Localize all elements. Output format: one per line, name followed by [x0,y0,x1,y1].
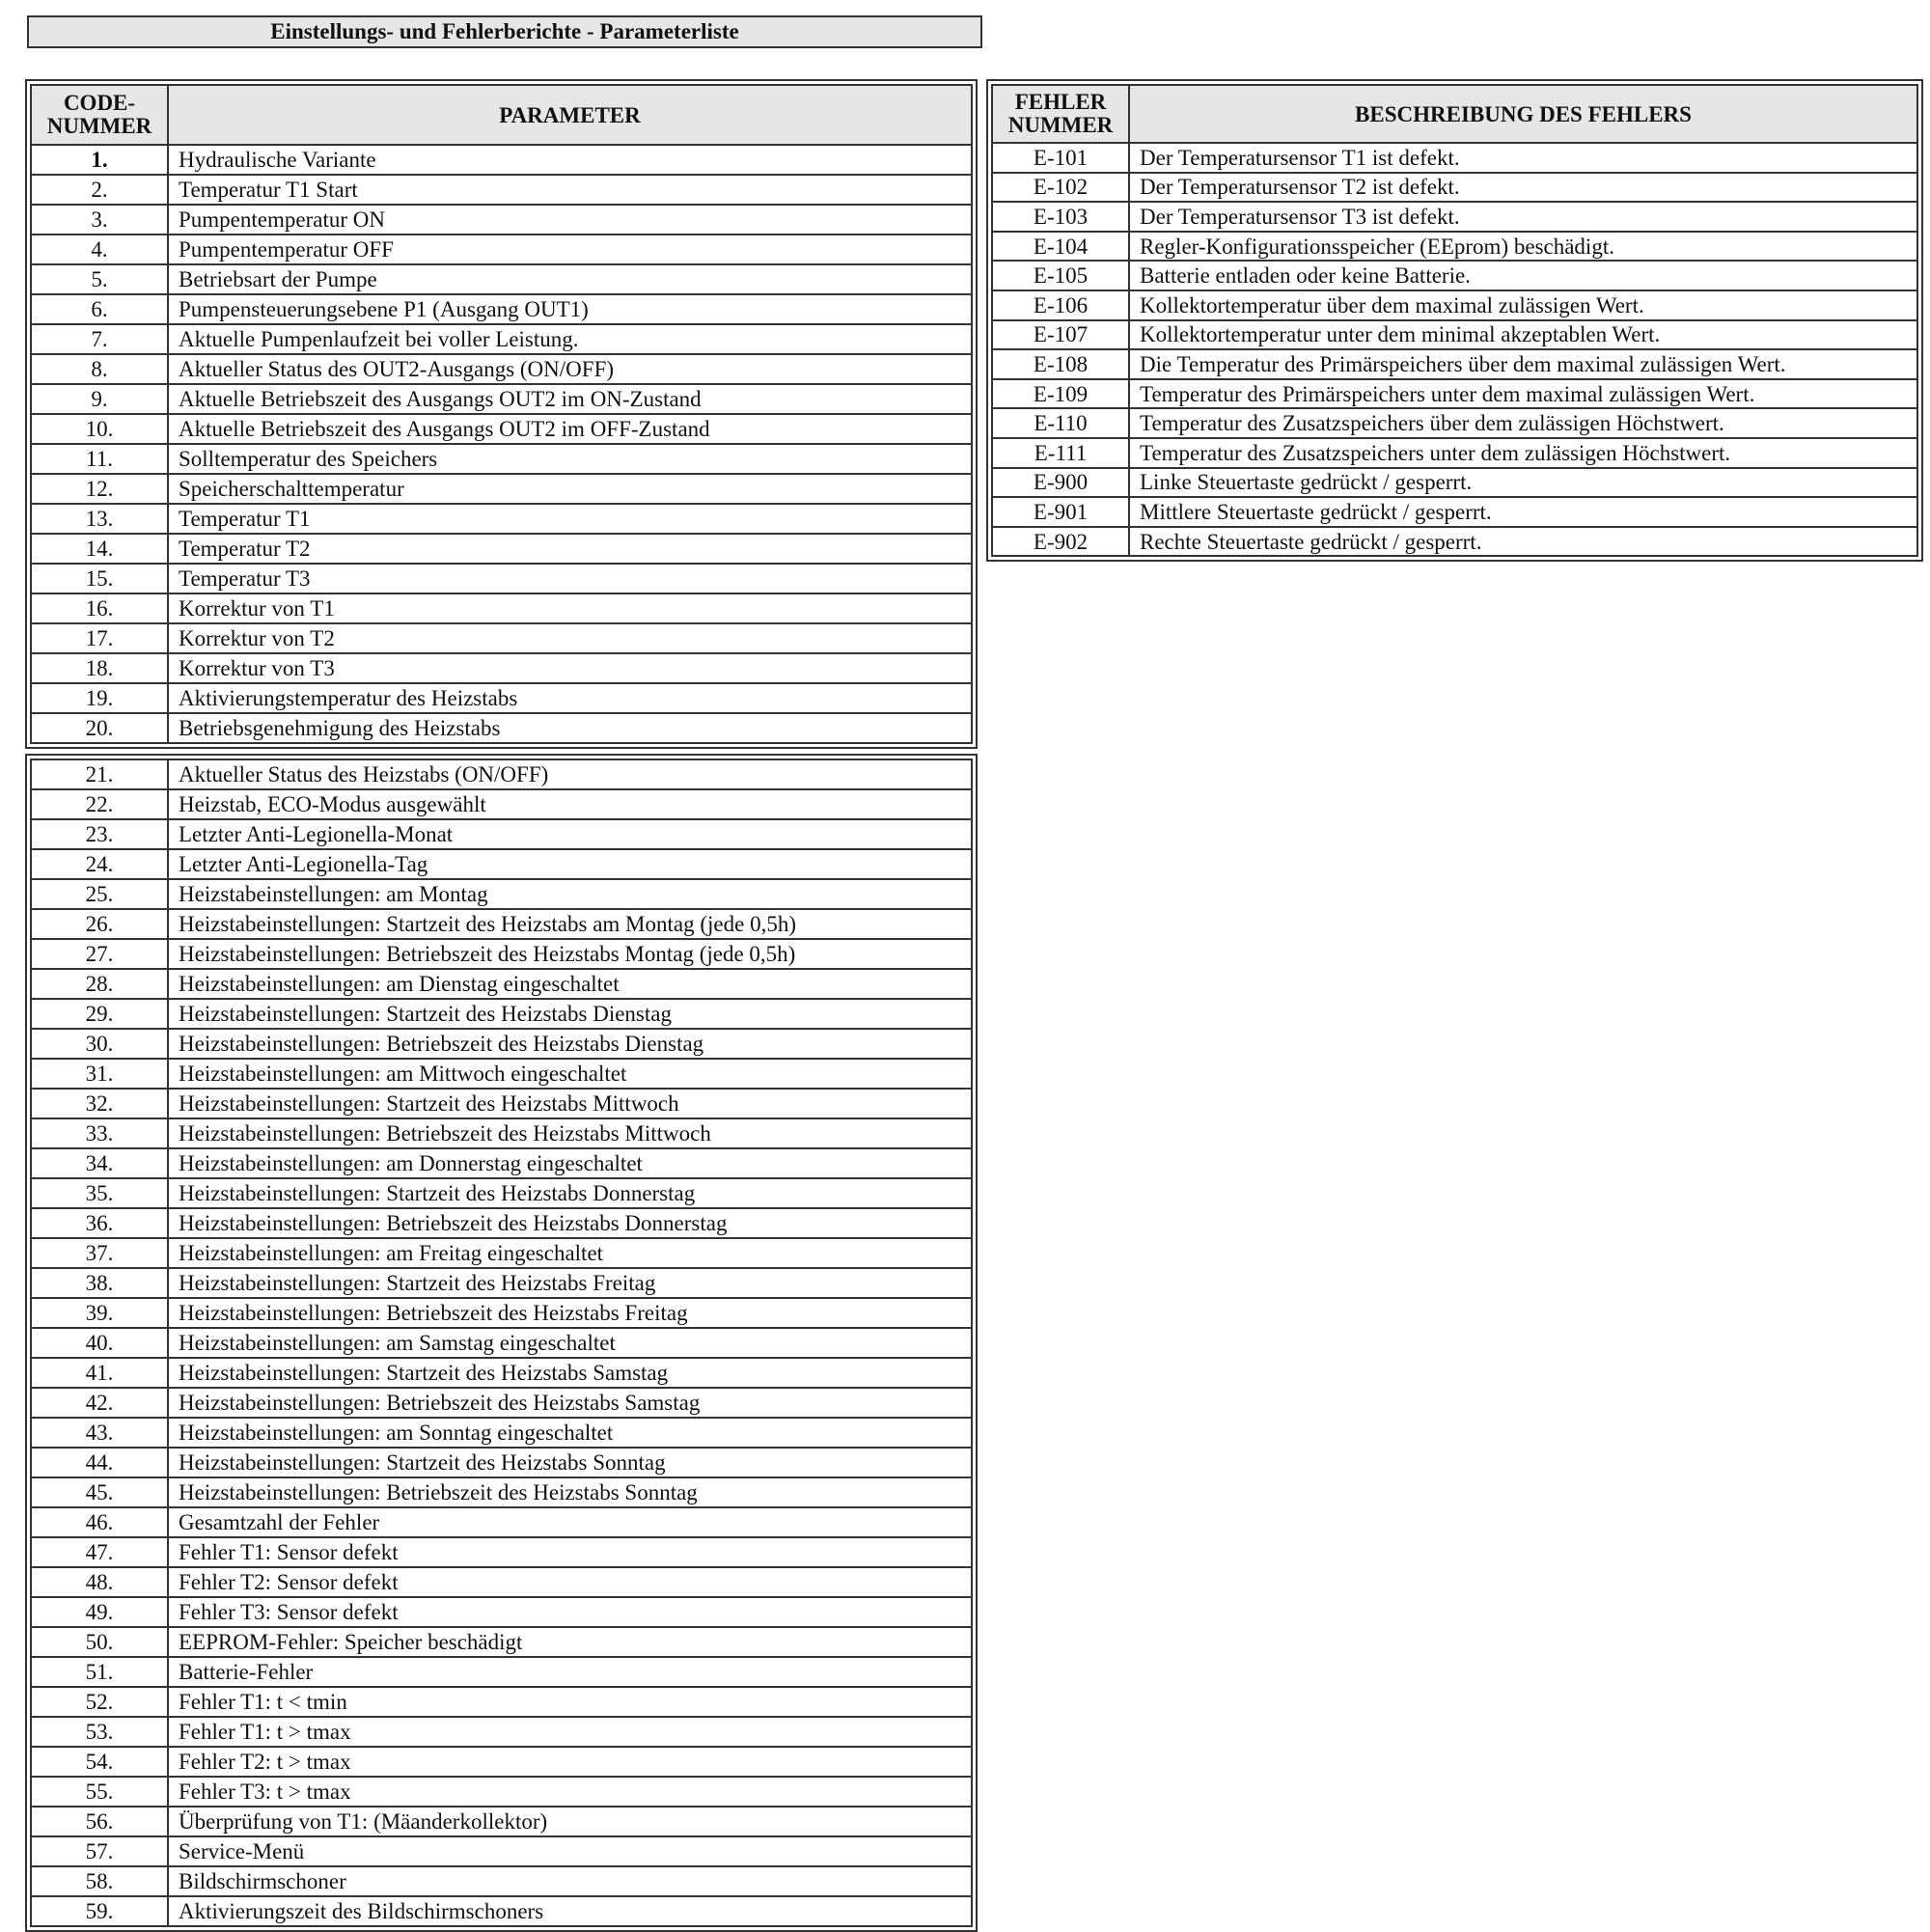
code-cell: 52. [31,1687,168,1717]
description-cell: Korrektur von T2 [168,623,972,653]
description-cell: Fehler T3: Sensor defekt [168,1597,972,1627]
code-cell: 14. [31,534,168,564]
table-row [31,879,972,909]
description-cell: Heizstabeinstellungen: am Donnerstag eingeschaltet [168,1148,972,1178]
code-cell: 35. [31,1178,168,1208]
table-row [992,527,1917,557]
description-cell: Aktueller Status des Heizstabs (ON/OFF) [168,759,972,789]
code-cell: 48. [31,1567,168,1597]
description-cell: Temperatur T1 [168,504,972,534]
code-cell: 30. [31,1029,168,1059]
description-cell: Kollektortemperatur unter dem minimal akzeptablen Wert. [1129,320,1917,350]
code-cell: 24. [31,849,168,879]
description-cell: Heizstabeinstellungen: am Freitag eingeschaltet [168,1238,972,1268]
table-row [31,849,972,879]
table-row [31,1418,972,1448]
table-row [31,623,972,653]
code-cell: E-105 [992,261,1129,290]
table-row [31,1537,972,1567]
code-cell: E-108 [992,349,1129,379]
table-row [31,1448,972,1477]
code-cell: 4. [31,235,168,264]
code-cell: E-901 [992,497,1129,527]
code-cell: 58. [31,1866,168,1896]
table-row [31,1358,972,1388]
table-row [31,1208,972,1238]
code-cell: 51. [31,1657,168,1687]
table-row [31,205,972,235]
code-cell: E-109 [992,379,1129,409]
description-cell: Aktuelle Betriebszeit des Ausgangs OUT2 im ON-Zustand [168,384,972,414]
parameter-table-part-2 [25,754,978,1932]
description-cell: Heizstabeinstellungen: Betriebszeit des Heizstabs Freitag [168,1298,972,1328]
table-row [31,534,972,564]
table-row [992,261,1917,290]
code-cell: 47. [31,1537,168,1567]
description-cell: Heizstabeinstellungen: Startzeit des Heizstabs Samstag [168,1358,972,1388]
code-cell: 34. [31,1148,168,1178]
table-row [31,1777,972,1807]
description-cell: Heizstabeinstellungen: am Montag [168,879,972,909]
table-row [992,143,1917,173]
code-cell: 28. [31,969,168,999]
description-cell: Heizstabeinstellungen: Betriebszeit des Heizstabs Donnerstag [168,1208,972,1238]
description-cell: Korrektur von T3 [168,653,972,683]
table-row [31,264,972,294]
code-cell: 40. [31,1328,168,1358]
description-cell: Gesamtzahl der Fehler [168,1507,972,1537]
description-cell: Temperatur T1 Start [168,175,972,205]
table-row [992,497,1917,527]
table-row [31,789,972,819]
description-cell: Heizstabeinstellungen: Startzeit des Heizstabs Sonntag [168,1448,972,1477]
parameter-table-part-1 [25,79,978,749]
code-cell: 27. [31,939,168,969]
code-cell: 9. [31,384,168,414]
code-cell: 38. [31,1268,168,1298]
code-cell: E-111 [992,438,1129,468]
description-cell: Heizstabeinstellungen: Startzeit des Heizstabs Freitag [168,1268,972,1298]
description-cell: Betriebsgenehmigung des Heizstabs [168,713,972,743]
description-cell: Der Temperatursensor T1 ist defekt. [1129,143,1917,173]
table-row [31,235,972,264]
table-row [31,564,972,593]
table-row [31,354,972,384]
code-cell: 5. [31,264,168,294]
code-cell: 33. [31,1118,168,1148]
description-cell: Mittlere Steuertaste gedrückt / gesperrt. [1129,497,1917,527]
description-cell: Speicherschalttemperatur [168,474,972,504]
error-header-line2: NUMMER [1007,113,1114,137]
description-cell: Heizstabeinstellungen: Startzeit des Heizstabs Dienstag [168,999,972,1029]
code-cell: 41. [31,1358,168,1388]
table-row [992,173,1917,203]
code-cell: 36. [31,1208,168,1238]
error-description-header: BESCHREIBUNG DES FEHLERS [1129,85,1917,143]
table-row [992,468,1917,498]
code-cell: 21. [31,759,168,789]
code-header-line2: NUMMER [46,114,152,138]
code-cell: 16. [31,593,168,623]
table-row [31,294,972,324]
code-cell: 2. [31,175,168,205]
description-cell: Der Temperatursensor T3 ist defekt. [1129,202,1917,232]
description-cell: Heizstabeinstellungen: Betriebszeit des Heizstabs Dienstag [168,1029,972,1059]
table-row [31,713,972,743]
table-row [31,1896,972,1926]
parameter-rows-continued [31,759,972,1926]
code-cell: 37. [31,1238,168,1268]
description-cell: Heizstabeinstellungen: Startzeit des Heizstabs Mittwoch [168,1089,972,1118]
code-cell: 23. [31,819,168,849]
description-cell: Heizstabeinstellungen: Betriebszeit des Heizstabs Mittwoch [168,1118,972,1148]
code-cell: 26. [31,909,168,939]
code-cell: 22. [31,789,168,819]
code-cell: E-101 [992,143,1129,173]
description-cell: Temperatur des Primärspeichers unter dem maximal zulässigen Wert. [1129,379,1917,409]
table-row [31,1717,972,1747]
table-row [992,290,1917,320]
document-title: Einstellungs- und Fehlerberichte - Parameterliste [27,15,982,48]
table-row [31,1507,972,1537]
table-row [31,1657,972,1687]
table-row [31,1148,972,1178]
code-cell: 46. [31,1507,168,1537]
description-cell: Heizstabeinstellungen: Betriebszeit des Heizstabs Sonntag [168,1477,972,1507]
code-cell: 45. [31,1477,168,1507]
table-row [31,999,972,1029]
table-row [31,1807,972,1836]
table-row [31,145,972,175]
code-cell: E-110 [992,408,1129,438]
description-cell: Batterie entladen oder keine Batterie. [1129,261,1917,290]
description-cell: Pumpentemperatur OFF [168,235,972,264]
code-cell: 8. [31,354,168,384]
description-cell: Heizstabeinstellungen: Betriebszeit des Heizstabs Samstag [168,1388,972,1418]
code-cell: 44. [31,1448,168,1477]
description-cell: Letzter Anti-Legionella-Tag [168,849,972,879]
table-row [31,593,972,623]
description-cell: Fehler T1: t > tmax [168,1717,972,1747]
code-cell: 32. [31,1089,168,1118]
table-row [31,759,972,789]
code-cell: 17. [31,623,168,653]
table-row [31,653,972,683]
code-cell: 20. [31,713,168,743]
description-cell: Fehler T2: t > tmax [168,1747,972,1777]
error-table [986,79,1923,562]
description-cell: Solltemperatur des Speichers [168,444,972,474]
parameter-header: PARAMETER [168,85,972,145]
code-cell: E-900 [992,468,1129,498]
description-cell: Der Temperatursensor T2 ist defekt. [1129,173,1917,203]
error-header-line1: FEHLER [1014,89,1107,114]
code-cell: 1. [31,145,168,175]
table-row [31,969,972,999]
code-cell: 50. [31,1627,168,1657]
table-row [31,1866,972,1896]
description-cell: Bildschirmschoner [168,1866,972,1896]
table-row [31,1747,972,1777]
description-cell: Korrektur von T1 [168,593,972,623]
code-cell: E-103 [992,202,1129,232]
table-row [992,232,1917,262]
parameter-rows [31,145,972,743]
description-cell: Pumpentemperatur ON [168,205,972,235]
table-row [31,819,972,849]
description-cell: Fehler T3: t > tmax [168,1777,972,1807]
description-cell: Heizstab, ECO-Modus ausgewählt [168,789,972,819]
table-row [31,1178,972,1208]
table-row [31,504,972,534]
table-row [992,438,1917,468]
code-cell: 11. [31,444,168,474]
description-cell: Hydraulische Variante [168,145,972,175]
table-row [31,1059,972,1089]
description-cell: Aktivierungstemperatur des Heizstabs [168,683,972,713]
table-row [31,1328,972,1358]
description-cell: Service-Menü [168,1836,972,1866]
code-cell: 59. [31,1896,168,1926]
code-header-line1: CODE- [63,90,136,115]
code-cell: E-104 [992,232,1129,262]
description-cell: Rechte Steuertaste gedrückt / gesperrt. [1129,527,1917,557]
description-cell: Heizstabeinstellungen: am Dienstag eingeschaltet [168,969,972,999]
table-row [992,379,1917,409]
description-cell: Kollektortemperatur über dem maximal zulässigen Wert. [1129,290,1917,320]
description-cell: Temperatur T2 [168,534,972,564]
code-cell: 18. [31,653,168,683]
description-cell: Temperatur des Zusatzspeichers unter dem zulässigen Höchstwert. [1129,438,1917,468]
error-number-header [992,85,1129,143]
table-row [31,1567,972,1597]
table-row [31,444,972,474]
description-cell: Regler-Konfigurationsspeicher (EEprom) beschädigt. [1129,232,1917,262]
description-cell: Fehler T1: t < tmin [168,1687,972,1717]
table-header-row [31,85,972,145]
table-row [31,1477,972,1507]
code-cell: 12. [31,474,168,504]
description-cell: Fehler T1: Sensor defekt [168,1537,972,1567]
table-row [31,1238,972,1268]
table-row [31,1388,972,1418]
code-cell: 56. [31,1807,168,1836]
code-cell: 13. [31,504,168,534]
code-cell: 7. [31,324,168,354]
table-row [31,1627,972,1657]
description-cell: EEPROM-Fehler: Speicher beschädigt [168,1627,972,1657]
table-row [31,1089,972,1118]
table-row [992,320,1917,350]
code-cell: 42. [31,1388,168,1418]
description-cell: Letzter Anti-Legionella-Monat [168,819,972,849]
description-cell: Heizstabeinstellungen: am Mittwoch eingeschaltet [168,1059,972,1089]
description-cell: Heizstabeinstellungen: am Sonntag eingeschaltet [168,1418,972,1448]
description-cell: Pumpensteuerungsebene P1 (Ausgang OUT1) [168,294,972,324]
code-cell: E-107 [992,320,1129,350]
code-number-header [31,85,168,145]
description-cell: Temperatur T3 [168,564,972,593]
description-cell: Aktuelle Pumpenlaufzeit bei voller Leistung. [168,324,972,354]
description-cell: Fehler T2: Sensor defekt [168,1567,972,1597]
description-cell: Überprüfung von T1: (Mäanderkollektor) [168,1807,972,1836]
code-cell: E-102 [992,173,1129,203]
code-cell: 57. [31,1836,168,1866]
code-cell: 25. [31,879,168,909]
table-row [31,175,972,205]
table-row [31,384,972,414]
table-row [31,1836,972,1866]
table-header-row [992,85,1917,143]
code-cell: 31. [31,1059,168,1089]
description-cell: Aktueller Status des OUT2-Ausgangs (ON/OFF) [168,354,972,384]
table-row [31,939,972,969]
description-cell: Heizstabeinstellungen: Betriebszeit des Heizstabs Montag (jede 0,5h) [168,939,972,969]
description-cell: Linke Steuertaste gedrückt / gesperrt. [1129,468,1917,498]
description-cell: Die Temperatur des Primärspeichers über dem maximal zulässigen Wert. [1129,349,1917,379]
code-cell: E-902 [992,527,1129,557]
table-row [31,474,972,504]
description-cell: Heizstabeinstellungen: Startzeit des Heizstabs Donnerstag [168,1178,972,1208]
table-row [31,683,972,713]
code-cell: E-106 [992,290,1129,320]
code-cell: 29. [31,999,168,1029]
code-cell: 49. [31,1597,168,1627]
table-row [31,909,972,939]
table-row [31,324,972,354]
description-cell: Betriebsart der Pumpe [168,264,972,294]
code-cell: 39. [31,1298,168,1328]
code-cell: 15. [31,564,168,593]
description-cell: Aktuelle Betriebszeit des Ausgangs OUT2 im OFF-Zustand [168,414,972,444]
description-cell: Temperatur des Zusatzspeichers über dem zulässigen Höchstwert. [1129,408,1917,438]
table-row [992,349,1917,379]
code-cell: 10. [31,414,168,444]
code-cell: 3. [31,205,168,235]
code-cell: 55. [31,1777,168,1807]
table-row [31,1597,972,1627]
error-rows [992,143,1917,556]
table-row [31,1029,972,1059]
table-row [992,202,1917,232]
description-cell: Batterie-Fehler [168,1657,972,1687]
code-cell: 54. [31,1747,168,1777]
code-cell: 19. [31,683,168,713]
code-cell: 53. [31,1717,168,1747]
description-cell: Heizstabeinstellungen: am Samstag eingeschaltet [168,1328,972,1358]
table-row [31,1687,972,1717]
description-cell: Heizstabeinstellungen: Startzeit des Heizstabs am Montag (jede 0,5h) [168,909,972,939]
code-cell: 6. [31,294,168,324]
table-row [31,1118,972,1148]
code-cell: 43. [31,1418,168,1448]
table-row [31,414,972,444]
table-row [31,1268,972,1298]
table-row [31,1298,972,1328]
table-row [992,408,1917,438]
description-cell: Aktivierungszeit des Bildschirmschoners [168,1896,972,1926]
